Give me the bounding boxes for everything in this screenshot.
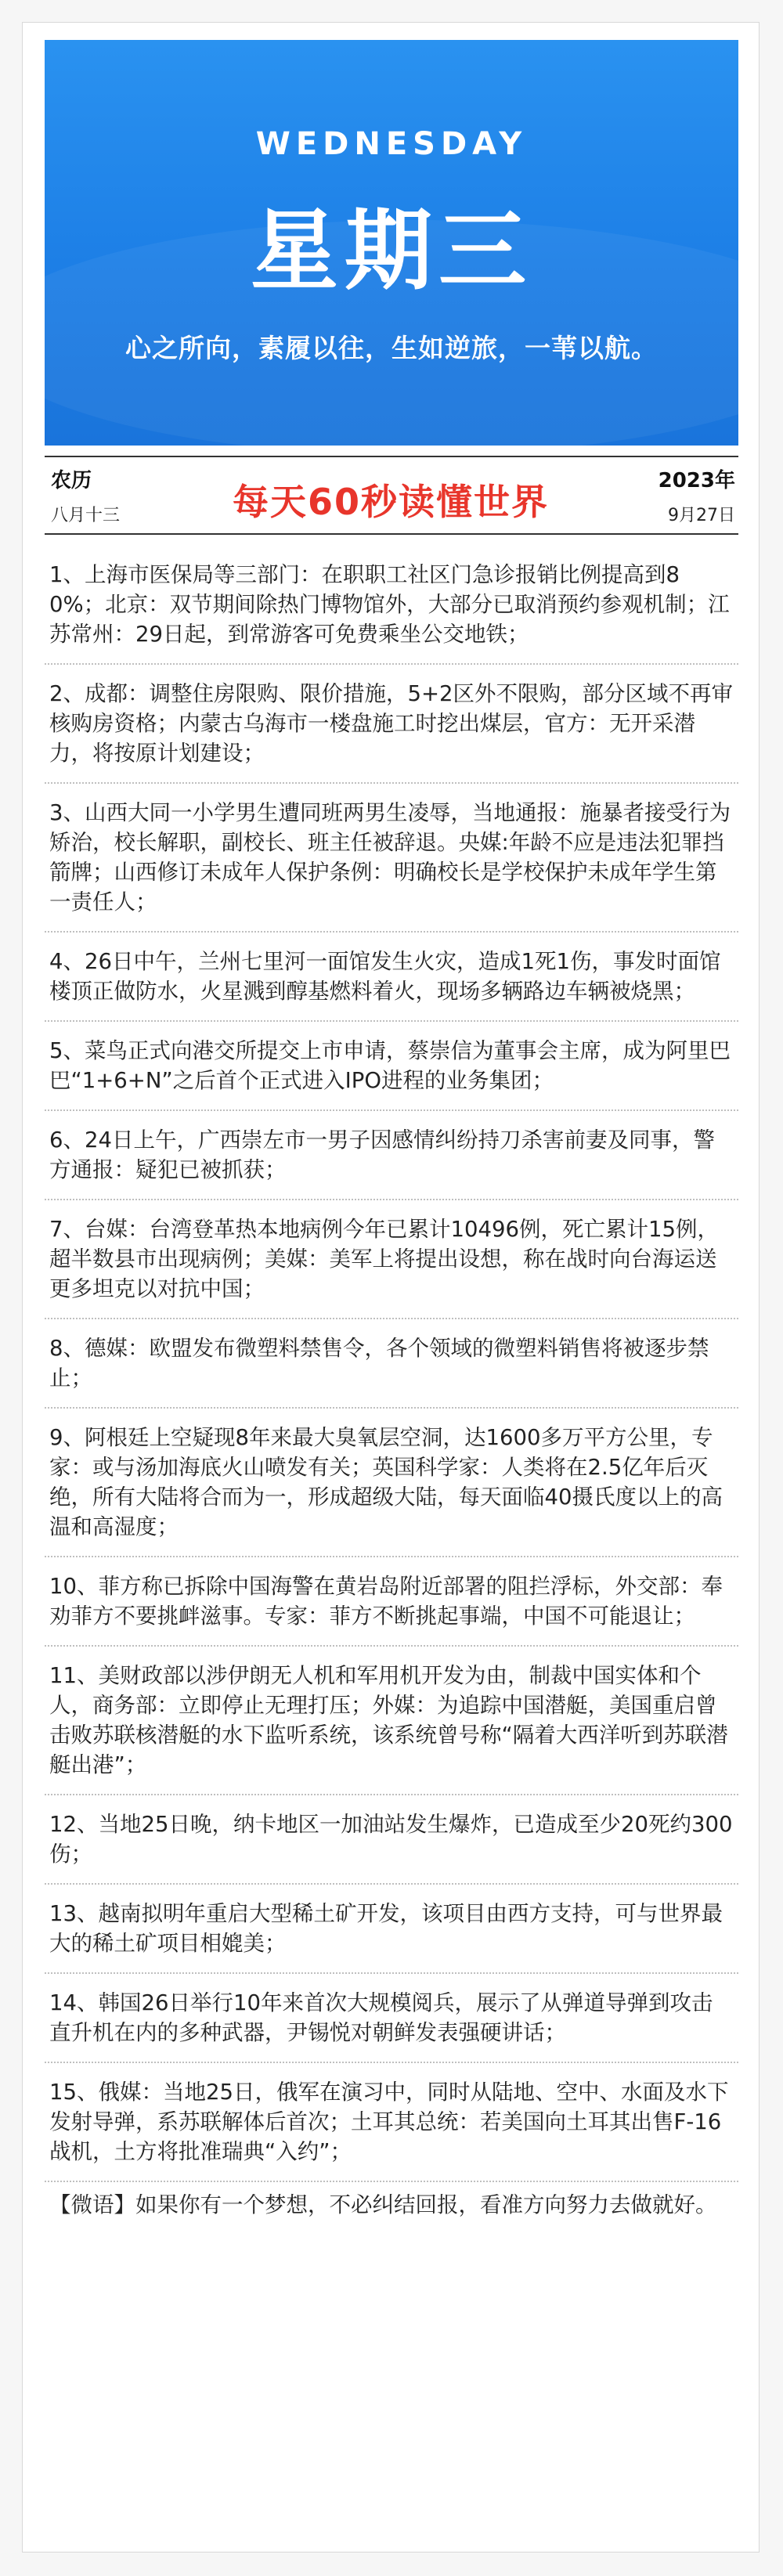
header-rule-top — [45, 456, 738, 457]
news-item: 1、上海市医保局等三部门：在职职工社区门急诊报销比例提高到80%；北京：双节期间除热门博物馆外，大部分已取消预约参观机制；江苏常州：29日起，到常游客可免费乘坐公交地铁； — [45, 546, 738, 665]
motto: 心之所向，素履以往，生如逆旅，一苇以航。 — [125, 333, 658, 363]
month-day: 9月27日 — [668, 506, 735, 525]
daily-quote: 【微语】如果你有一个梦想，不必纠结回报，看准方向努力去做就好。 — [49, 2192, 717, 2217]
news-item: 10、菲方称已拆除中国海警在黄岩岛附近部署的阻拦浮标，外交部：奉劝菲方不要挑衅滋事。专家：菲方不断挑起事端，中国不可能退让； — [45, 1557, 738, 1647]
news-item: 4、26日中午，兰州七里河一面馆发生火灾，造成1死1伤，事发时面馆楼顶正做防水，火星溅到醇基燃料着火，现场多辆路边车辆被烧黑； — [45, 933, 738, 1022]
news-item: 15、俄媒：当地25日，俄军在演习中，同时从陆地、空中、水面及水下发射导弹，系苏联解体后首次；土耳其总统：若美国向土耳其出售F-16战机，土方将批准瑞典“入约”； — [45, 2063, 738, 2182]
weekday-banner — [45, 40, 738, 446]
news-item: 6、24日上午，广西崇左市一男子因感情纠纷持刀杀害前妻及同事，警方通报：疑犯已被抓获； — [45, 1111, 738, 1200]
year: 2023年 — [658, 469, 735, 492]
page-card — [22, 22, 760, 2553]
news-item: 5、菜鸟正式向港交所提交上市申请，蔡崇信为董事会主席，成为阿里巴巴“1+6+N”之后首个正式进入IPO进程的业务集团； — [45, 1022, 738, 1111]
news-item: 2、成都：调整住房限购、限价措施，5+2区外不限购，部分区域不再审核购房资格；内蒙古乌海市一楼盘施工时挖出煤层，官方：无开采潜力，将按原计划建设； — [45, 665, 738, 784]
news-list — [45, 546, 738, 2228]
weekday-english: WEDNESDAY — [255, 126, 528, 162]
weekday-chinese: 星期三 — [251, 200, 532, 302]
lunar-date: 八月十三 — [51, 506, 121, 525]
news-item: 9、阿根廷上空疑现8年来最大臭氧层空洞，达1600多万平方公里，专家：或与汤加海底火山喷发有关；英国科学家：人类将在2.5亿年后灭绝，所有大陆将合而为一，形成超级大陆，每天面临40摄氏度以上的高温和高湿度； — [45, 1409, 738, 1557]
news-item: 8、德媒：欧盟发布微塑料禁售令，各个领域的微塑料销售将被逐步禁止； — [45, 1319, 738, 1409]
news-item: 11、美财政部以涉伊朗无人机和军用机开发为由，制裁中国实体和个人，商务部：立即停止无理打压；外媒：为追踪中国潜艇，美国重启曾击败苏联核潜艇的水下监听系统，该系统曾号称“隔着大西洋听到苏联潜艇出港”； — [45, 1647, 738, 1795]
news-item: 12、当地25日晚，纳卡地区一加油站发生爆炸，已造成至少20死约300伤； — [45, 1795, 738, 1885]
news-item: 14、韩国26日举行10年来首次大规模阅兵，展示了从弹道导弹到攻击直升机在内的多种武器，尹锡悦对朝鲜发表强硬讲话； — [45, 1974, 738, 2063]
news-item: 3、山西大同一小学男生遭同班两男生凌辱，当地通报：施暴者接受行为矫治，校长解职，副校长、班主任被辞退。央媒:年龄不应是违法犯罪挡箭牌；山西修订未成年人保护条例：明确校长是学校保护未成年学生第一责任人； — [45, 784, 738, 933]
header-rule-bottom — [45, 533, 738, 535]
news-item: 7、台媒：台湾登革热本地病例今年已累计10496例，死亡累计15例，超半数县市出现病例；美媒：美军上将提出设想，称在战时向台海运送更多坦克以对抗中国； — [45, 1200, 738, 1319]
lunar-label: 农历 — [51, 469, 92, 492]
news-item: 13、越南拟明年重启大型稀土矿开发，该项目由西方支持，可与世界最大的稀土矿项目相媲美； — [45, 1885, 738, 1974]
brand-title: 每天60秒读懂世界 — [232, 481, 549, 523]
